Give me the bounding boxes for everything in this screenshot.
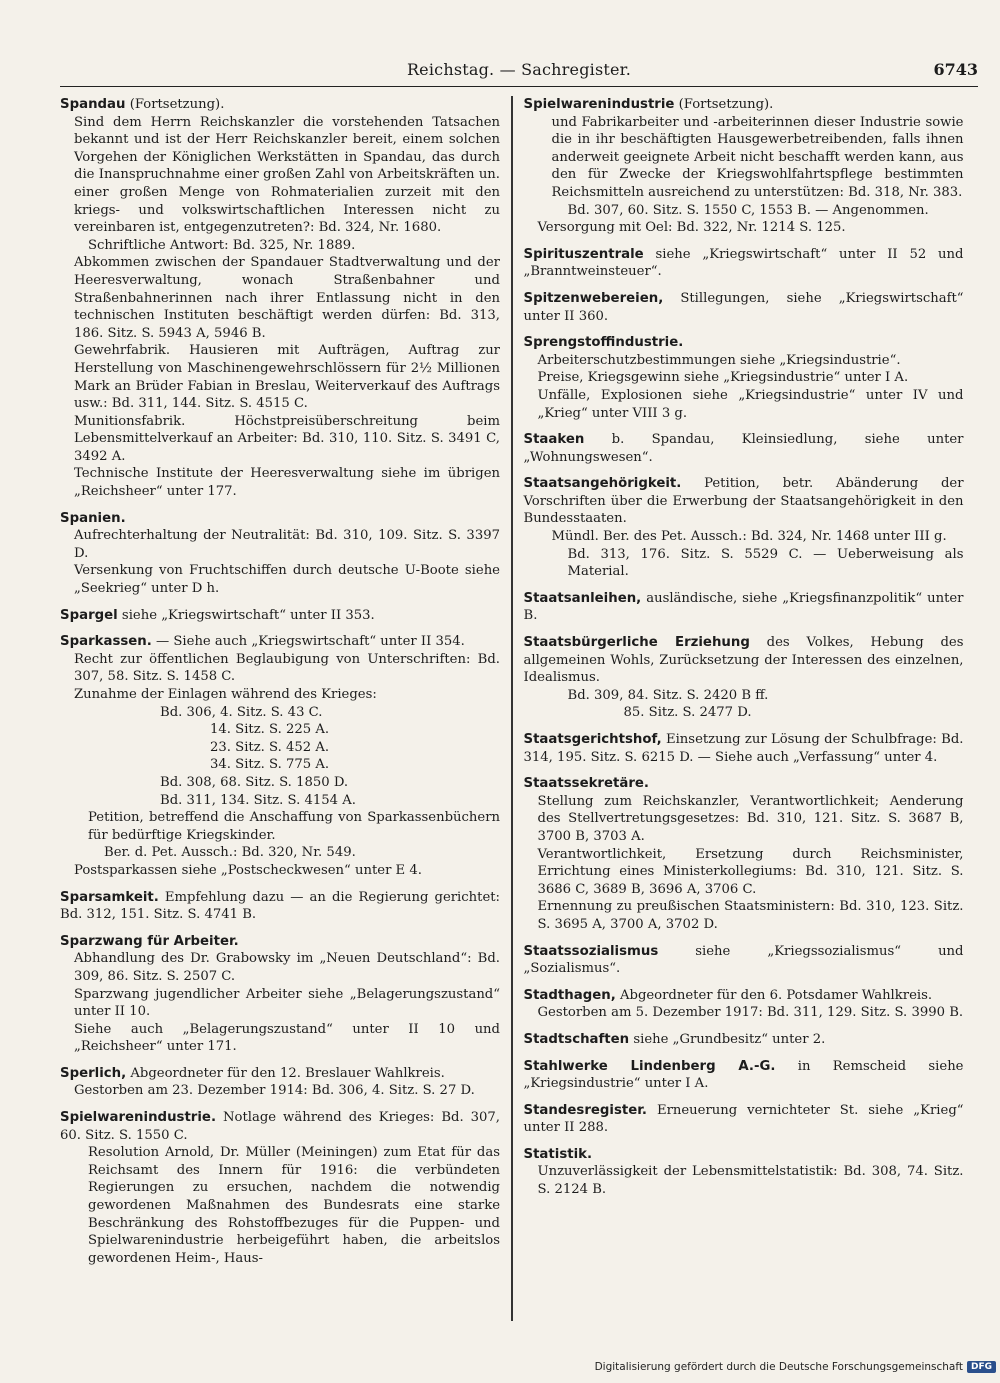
entry-heading-text: b. Spandau, Kleinsiedlung, siehe unter „Wohnungswesen“. — [523, 432, 964, 465]
entry-subline: Petition, betreffend die Anschaffung von Sparkassenbüchern für bedürftige Kriegskinder. — [88, 810, 500, 843]
index-entry — [524, 246, 964, 281]
index-entry — [524, 634, 964, 722]
entry-keyword: Sprengstoffindustrie. — [523, 335, 684, 351]
entry-subline: Bd. 308, 68. Sitz. S. 1850 D. — [160, 774, 349, 790]
entry-keyword: Stadtschaften — [523, 1031, 630, 1047]
entry-subline: Abkommen zwischen der Spandauer Stadtverwaltung und der Heeresverwaltung, wonach Straßenbahner und Straßenbahnerinnen nach ihrer Entlassung nicht in den technischen Instituten beschäftigt werden dürfen: Bd. 313, 186. Sitz. S. 5943 A, 5946 B. — [74, 255, 500, 341]
entry-heading-text: Stillegungen, siehe „Kriegswirtschaft“ unter II 360. — [523, 290, 964, 324]
index-entry — [524, 431, 964, 466]
index-columns — [60, 96, 978, 1321]
entry-subline: Aufrechterhaltung der Neutralität: Bd. 310, 109. Sitz. S. 3397 D. — [74, 528, 500, 561]
entry-subline: Versenkung von Fruchtschiffen durch deutsche U-Boote siehe „Seekrieg“ unter D h. — [74, 563, 500, 597]
dfg-logo: DFG — [967, 1361, 996, 1373]
entry-subline: Stellung zum Reichskanzler, Verantwortlichkeit; Aenderung des Stellvertretungsgesetzes: Bd. 310, 121. Sitz. S. 3687 B, 3700 B, 3703 A. — [537, 793, 964, 844]
entry-subline: 34. Sitz. S. 775 A. — [210, 757, 330, 773]
entry-subline: Munitionsfabrik. Höchstpreisüberschreitung beim Lebensmittelverkauf an Arbeiter: Bd. 310, 110. Sitz. S. 3491 C, 3492 A. — [74, 413, 500, 464]
entry-subline: Ber. d. Pet. Aussch.: Bd. 320, Nr. 549. — [104, 845, 356, 861]
entry-heading-text: (Fortsetzung). — [125, 97, 225, 112]
index-entry — [60, 1065, 500, 1100]
entry-heading-line — [60, 889, 500, 924]
right-column — [518, 96, 964, 1321]
entry-keyword: Spielwarenindustrie. — [60, 1110, 216, 1126]
entry-keyword: Sparzwang für Arbeiter. — [60, 933, 239, 949]
entry-keyword: Staatssozialismus — [523, 943, 659, 959]
index-entry — [60, 510, 500, 598]
entry-heading-text: in Remscheid siehe „Kriegsindustrie“ unter I A. — [523, 1058, 964, 1092]
entry-subline: und Fabrikarbeiter und -arbeiterinnen dieser Industrie sowie die in ihr beschäftigten Hausgewerbetreibenden, falls ihnen anderweit geeignete Arbeit nicht beschafft werden kann, aus den für Zwecke der Kriegswohlfahrtspflege bestimmten Reichsmitteln ausreichend zu unterstützen: Bd. 318, Nr. 383. — [551, 114, 964, 200]
entry-subline: 85. Sitz. S. 2477 D. — [623, 705, 752, 721]
entry-heading-text: siehe „Kriegssozialismus“ und „Sozialismus“. — [523, 943, 964, 977]
entry-heading-text: siehe „Kriegswirtschaft“ unter II 353. — [117, 607, 375, 623]
entry-keyword: Spirituszentrale — [523, 246, 644, 262]
entry-heading-line — [60, 633, 500, 651]
entry-keyword: Sparsamkeit. — [60, 889, 159, 905]
footer-credit-text: Digitalisierung gefördert durch die Deutsche Forschungsgemeinschaft — [594, 1361, 963, 1373]
entry-keyword: Staatsangehörigkeit. — [523, 476, 682, 492]
entry-heading-line — [524, 987, 964, 1005]
entry-heading-line — [524, 943, 964, 978]
entry-keyword: Staaken — [523, 432, 585, 448]
entry-keyword: Staatssekretäre. — [523, 776, 649, 792]
entry-subline: Schriftliche Antwort: Bd. 325, Nr. 1889. — [88, 237, 356, 253]
index-entry — [524, 290, 964, 325]
entry-subline: Abhandlung des Dr. Grabowsky im „Neuen Deutschland“: Bd. 309, 86. Sitz. S. 2507 C. — [74, 951, 500, 984]
entry-heading-text: siehe „Kriegswirtschaft“ unter II 52 und „Branntweinsteuer“. — [523, 246, 964, 280]
entry-keyword: Spandau — [60, 97, 126, 112]
entry-heading-line — [524, 634, 964, 687]
entry-subline: Verantwortlichkeit, Ersetzung durch Reichsminister, Errichtung eines Ministerkollegiums: Bd. 310, 121. Sitz. S. 3686 C, 3689 B, 3696 A, 3706 C. — [537, 846, 964, 897]
entry-heading-text: ausländische, siehe „Kriegsfinanzpolitik“ unter B. — [523, 590, 964, 624]
entry-heading-line — [60, 607, 500, 625]
index-entry — [524, 1058, 964, 1093]
entry-heading-line — [60, 1109, 500, 1144]
entry-subline: Bd. 307, 60. Sitz. S. 1550 C, 1553 B. — Angenommen. — [567, 202, 929, 218]
entry-subline: Sparzwang jugendlicher Arbeiter siehe „Belagerungszustand“ unter II 10. — [74, 986, 500, 1020]
entry-heading-text: Abgeordneter für den 12. Breslauer Wahlkreis. — [126, 1065, 445, 1081]
entry-subline: Postsparkassen siehe „Postscheckwesen“ unter E 4. — [74, 862, 422, 878]
entry-keyword: Stadthagen, — [523, 987, 616, 1003]
index-entry — [524, 987, 964, 1022]
entry-subline: Mündl. Ber. des Pet. Aussch.: Bd. 324, Nr. 1468 unter III g. — [551, 529, 947, 545]
entry-subline: Technische Institute der Heeresverwaltung siehe im übrigen „Reichsheer“ unter 177. — [74, 466, 500, 500]
entry-heading-line — [524, 96, 964, 114]
index-entry — [524, 590, 964, 625]
entry-subline: Preise, Kriegsgewinn siehe „Kriegsindustrie“ unter I A. — [537, 370, 909, 386]
entry-keyword: Spanien. — [60, 510, 126, 526]
entry-subline: Gestorben am 23. Dezember 1914: Bd. 306, 4. Sitz. S. 27 D. — [74, 1083, 475, 1099]
entry-subline: 23. Sitz. S. 452 A. — [210, 739, 330, 755]
entry-subline: Recht zur öffentlichen Beglaubigung von Unterschriften: Bd. 307, 58. Sitz. S. 1458 C. — [74, 651, 500, 685]
entry-heading-line — [524, 1146, 964, 1164]
entry-heading-text: siehe „Grundbesitz“ unter 2. — [629, 1031, 826, 1047]
entry-subline: Gewehrfabrik. Hausieren mit Aufträgen, Auftrag zur Herstellung von Maschinengewehrschlössern für 2½ Millionen Mark an Brüder Fabian in Breslau, Weiterverkauf des Auftrags usw.: Bd. 311, 144. Sitz. S. 4515 C. — [74, 343, 500, 412]
entry-subline: Zunahme der Einlagen während des Krieges: — [74, 687, 377, 702]
entry-heading-line — [524, 1031, 964, 1049]
entry-heading-line — [524, 290, 964, 325]
entry-heading-text: Abgeordneter für den 6. Potsdamer Wahlkreis. — [615, 987, 933, 1003]
index-entry — [60, 633, 500, 879]
entry-keyword: Staatsbürgerliche Erziehung — [523, 635, 750, 651]
entry-keyword: Staatsanleihen, — [523, 590, 642, 606]
entry-heading-line — [524, 431, 964, 466]
entry-subline: Bd. 306, 4. Sitz. S. 43 C. — [160, 704, 323, 720]
entry-subline: Unfälle, Explosionen siehe „Kriegsindustrie“ unter IV und „Krieg“ unter VIII 3 g. — [537, 387, 964, 421]
index-entry — [524, 775, 964, 933]
running-title: Reichstag. — Sachregister. — [406, 60, 632, 79]
entry-heading-line — [524, 1102, 964, 1137]
entry-keyword: Spitzenwebereien, — [523, 290, 664, 306]
entry-keyword: Statistik. — [523, 1146, 593, 1162]
entry-heading-line — [524, 246, 964, 281]
entry-subline: Bd. 313, 176. Sitz. S. 5529 C. — Ueberweisung als Material. — [567, 546, 964, 580]
entry-subline: Siehe auch „Belagerungszustand“ unter II 10 und „Reichsheer“ unter 171. — [74, 1021, 500, 1055]
entry-keyword: Spargel — [60, 607, 118, 623]
page-header — [60, 56, 978, 87]
entry-subline: Unzuverlässigkeit der Lebensmittelstatistik: Bd. 308, 74. Sitz. S. 2124 B. — [537, 1164, 964, 1198]
index-entry — [524, 96, 964, 237]
entry-keyword: Standesregister. — [523, 1102, 647, 1118]
index-entry — [524, 1031, 964, 1049]
page-number: 6743 — [933, 60, 978, 79]
entry-heading-line — [60, 96, 500, 114]
entry-heading-line — [524, 334, 964, 352]
entry-keyword: Spielwarenindustrie — [523, 97, 675, 112]
index-entry — [524, 475, 964, 581]
entry-heading-text: des Volkes, Hebung des allgemeinen Wohls, Zurücksetzung der Interessen des einzelnen, Idealismus. — [523, 635, 964, 686]
entry-keyword: Sperlich, — [60, 1065, 127, 1081]
index-entry — [524, 943, 964, 978]
entry-heading-line — [60, 933, 500, 951]
entry-heading-text: Empfehlung dazu — an die Regierung gerichtet: Bd. 312, 151. Sitz. S. 4741 B. — [60, 889, 500, 923]
entry-heading-text: Notlage während des Krieges: Bd. 307, 60. Sitz. S. 1550 C. — [60, 1110, 500, 1143]
entry-subline: Ernennung zu preußischen Staatsministern: Bd. 310, 123. Sitz. S. 3695 A, 3700 A, 3702 D. — [537, 899, 964, 932]
entry-keyword: Staatsgerichtshof, — [523, 732, 662, 747]
entry-subline: Gestorben am 5. Dezember 1917: Bd. 311, 129. Sitz. S. 3990 B. — [537, 1005, 964, 1021]
entry-heading-line — [60, 510, 500, 528]
entry-subline: 14. Sitz. S. 225 A. — [210, 722, 330, 738]
entry-heading-text: — Siehe auch „Kriegswirtschaft“ unter II 354. — [151, 634, 465, 650]
entry-heading-line — [524, 731, 964, 766]
entry-subline: Bd. 309, 84. Sitz. S. 2420 B ff. — [567, 687, 769, 703]
index-entry — [524, 334, 964, 422]
index-entry — [60, 96, 500, 501]
left-column — [60, 96, 506, 1321]
entry-heading-line — [524, 475, 964, 528]
entry-subline: Arbeiterschutzbestimmungen siehe „Kriegsindustrie“. — [537, 352, 901, 368]
entry-heading-line — [524, 590, 964, 625]
entry-subline: Resolution Arnold, Dr. Müller (Meiningen) zum Etat für das Reichsamt des Innern für 1916: die verbündeten Regierungen zu ersuchen, nachdem die notwendig gewordenen Maßnahmen des Bundesrats eine starke Beschränkung des Rohstoffbezuges für die Puppen- und Spielwarenindustrie herbeigeführt haben, die arbeitslos gewordenen Heim-, Haus- — [88, 1145, 500, 1266]
entry-heading-text: Petition, betr. Abänderung der Vorschriften über die Erwerbung der Staatsangehörigkeit in den Bundesstaaten. — [523, 476, 964, 527]
footer-credit — [595, 1361, 996, 1373]
entry-keyword: Sparkassen. — [60, 634, 152, 650]
entry-heading-text: Einsetzung zur Lösung der Schulbfrage: Bd. 314, 195. Sitz. S. 6215 D. — Siehe auch „Verfassung“ unter 4. — [523, 732, 964, 765]
column-rule — [511, 96, 513, 1321]
index-entry — [524, 731, 964, 766]
index-entry — [524, 1146, 964, 1199]
entry-heading-text: (Fortsetzung). — [674, 97, 774, 112]
entry-subline: Versorgung mit Oel: Bd. 322, Nr. 1214 S. 125. — [537, 220, 846, 236]
index-entry — [60, 889, 500, 924]
entry-heading-line — [524, 775, 964, 793]
entry-subline: Bd. 311, 134. Sitz. S. 4154 A. — [160, 792, 356, 808]
entry-heading-line — [524, 1058, 964, 1093]
entry-keyword: Stahlwerke Lindenberg A.-G. — [523, 1058, 776, 1074]
index-entry — [60, 933, 500, 1056]
entry-subline: Sind dem Herrn Reichskanzler die vorstehenden Tatsachen bekannt und ist der Herr Reichskanzler bereit, einem solchen Vorgehen der Königlichen Werkstätten in Spandau, das durch die Inanspruchnahme einer großen Zahl von Arbeitskräften un. einer großen Menge von Rohmaterialien zurzeit mit den kriegs- und volkswirtschaftlichen Interessen nicht zu vereinbaren ist, entgegenzutreten?: Bd. 324, Nr. 1680. — [74, 114, 500, 236]
index-entry — [60, 607, 500, 625]
index-entry — [524, 1102, 964, 1137]
entry-heading-line — [60, 1065, 500, 1083]
entry-heading-text: Erneuerung vernichteter St. siehe „Krieg“ unter II 288. — [523, 1102, 964, 1136]
index-entry — [60, 1109, 500, 1267]
